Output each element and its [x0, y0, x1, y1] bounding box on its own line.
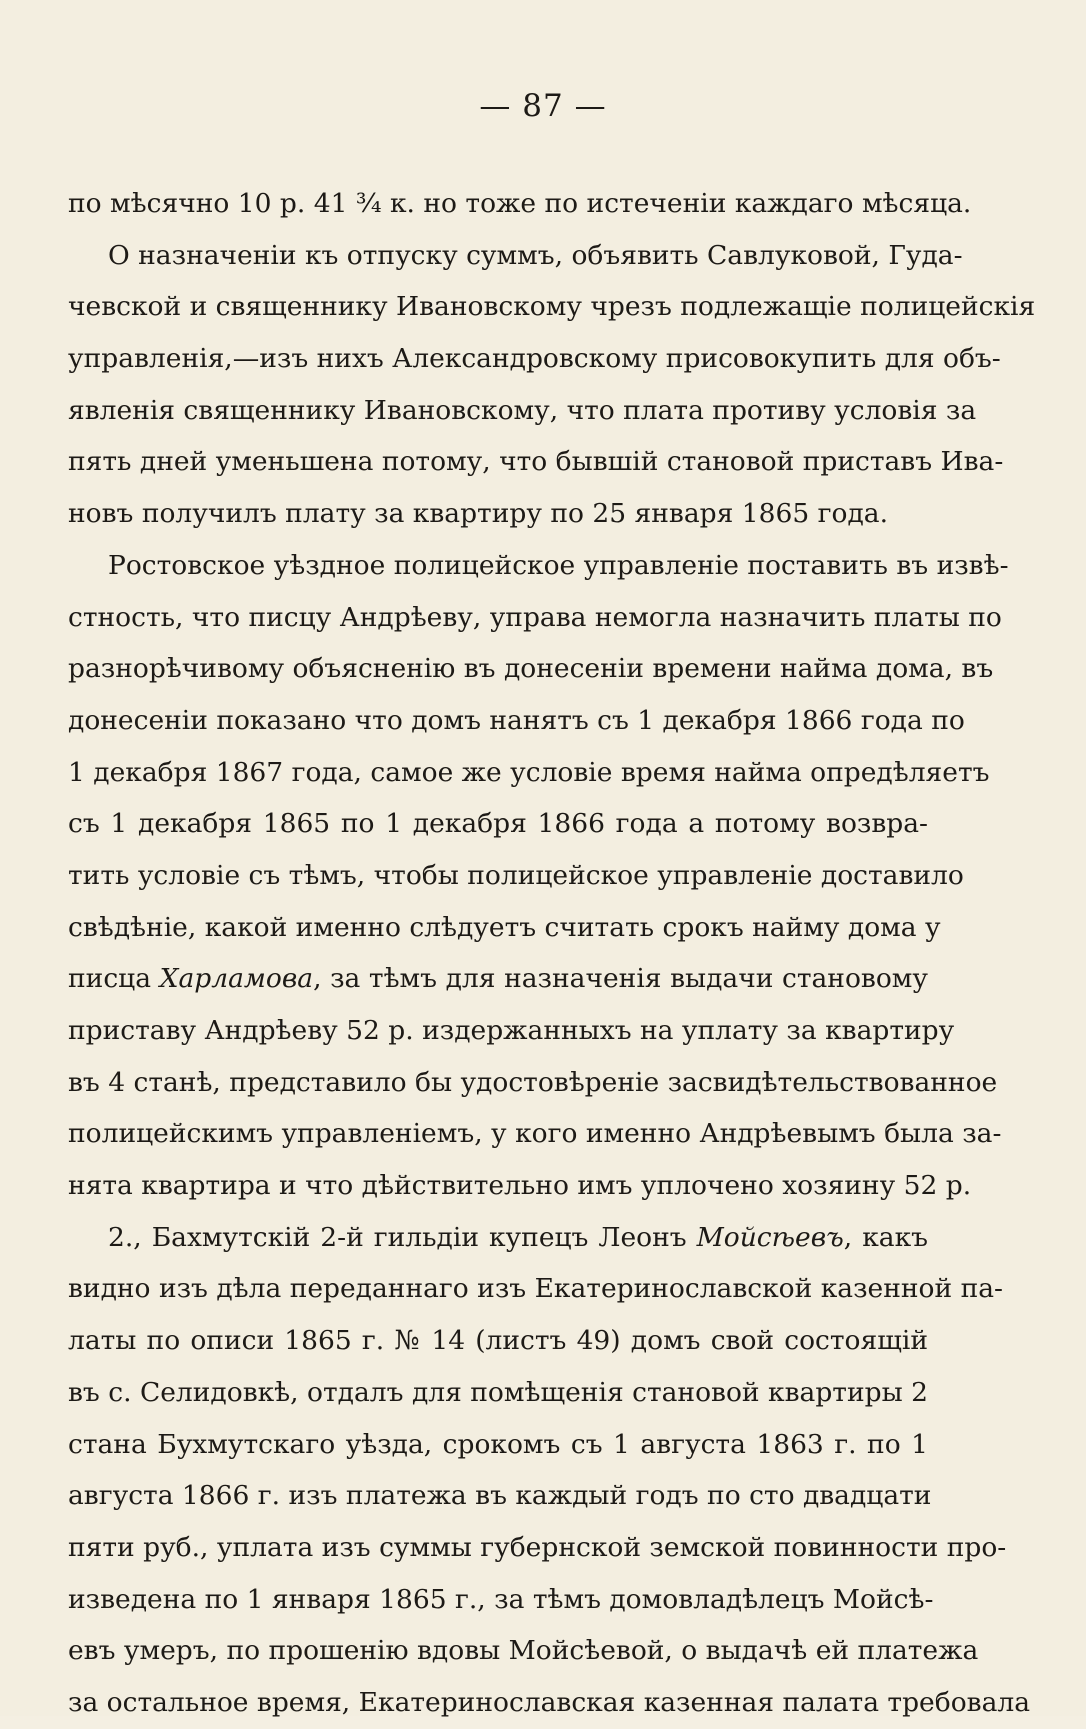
text-line: латы по описи 1865 г. № 14 (листъ 49) домъ свой состоящій [68, 1325, 928, 1357]
text-line: приставу Андрѣеву 52 р. издержанныхъ на уплату за квартиру [68, 1015, 955, 1046]
text-line: донесеніи показано что домъ нанятъ съ 1 декабря 1866 года по [68, 704, 965, 736]
text-line: стность, что писцу Андрѣеву, управа немогла назначить платы по [68, 601, 1002, 633]
text-line: чевской и священнику Ивановскому чрезъ подлежащіе полицейскія [68, 291, 1036, 323]
text-line: за остальное время, Екатеринославская казенная палата требовала [68, 1686, 1030, 1718]
text-line: управленія,—изъ нихъ Александровскому присовокупить для объ- [68, 343, 1001, 375]
text-segment: 2., Бахмутскій 2-й гильдіи купецъ Леонъ [108, 1221, 697, 1253]
text-line: тить условіе съ тѣмъ, чтобы полицейское управленіе доставило [68, 859, 964, 891]
text-line: въ 4 станѣ, представило бы удостовѣреніе засвидѣтельствованное [68, 1066, 998, 1098]
text-line: пяти руб., уплата изъ суммы губернской земской повинности про- [68, 1531, 1007, 1563]
page-number: — 87 — [479, 88, 607, 124]
text-line: свѣдѣніе, какой именно слѣдуетъ считать срокъ найму дома у [68, 911, 941, 943]
text-line: полицейскимъ управленіемъ, у кого именно Андрѣевымъ была за- [68, 1118, 1002, 1150]
italic-name: Харламова [159, 963, 314, 995]
text-line: съ 1 декабря 1865 по 1 декабря 1866 года а потому возвра- [68, 808, 928, 840]
text-segment: , какъ [843, 1221, 928, 1253]
text-line: евъ умеръ, по прошенію вдовы Мойсѣевой, о выдачѣ ей платежа [68, 1635, 979, 1667]
text-line: видно изъ дѣла переданнаго изъ Екатеринославской казенной па- [68, 1273, 1003, 1305]
text-line: Ростовское уѣздное полицейское управленіе поставить въ извѣ- [108, 549, 1009, 581]
text-line: по мѣсячно 10 р. 41 ¾ к. но тоже по истеченіи каждаго мѣсяца. [68, 188, 972, 219]
text-line: пять дней уменьшена потому, что бывшій становой приставъ Ива- [68, 446, 1004, 478]
text-line [68, 953, 928, 1005]
text-line: изведена по 1 января 1865 г., за тѣмъ домовладѣлецъ Мойсѣ- [68, 1583, 934, 1615]
text-line [68, 1212, 928, 1264]
text-segment: , за тѣмъ для назначенія выдачи становому [313, 963, 928, 995]
text-line: разнорѣчивому объясненію въ донесеніи времени найма дома, въ [68, 653, 994, 685]
text-line: 1 декабря 1867 года, самое же условіе время найма опредѣляетъ [68, 756, 990, 788]
text-line: въ с. Селидовкѣ, отдалъ для помѣщенія становой квартиры 2 [68, 1376, 928, 1408]
text-line: О назначеніи къ отпуску суммъ, объявить Савлуковой, Гуда- [108, 239, 963, 271]
text-line: новъ получилъ плату за квартиру по 25 января 1865 года. [68, 498, 888, 530]
text-line: нята квартира и что дѣйствительно имъ уплочено хозяину 52 р. [68, 1170, 972, 1202]
italic-name: Мойсѣевъ [696, 1221, 844, 1253]
text-line: явленія священнику Ивановскому, что плата противу условія за [68, 394, 977, 426]
body-text [68, 178, 1036, 1729]
text-line: стана Бухмутскаго уѣзда, срокомъ съ 1 августа 1863 г. по 1 [68, 1428, 928, 1460]
text-line: августа 1866 г. изъ платежа въ каждый годъ по сто двадцати [68, 1480, 932, 1512]
text-segment: писца [68, 963, 160, 995]
